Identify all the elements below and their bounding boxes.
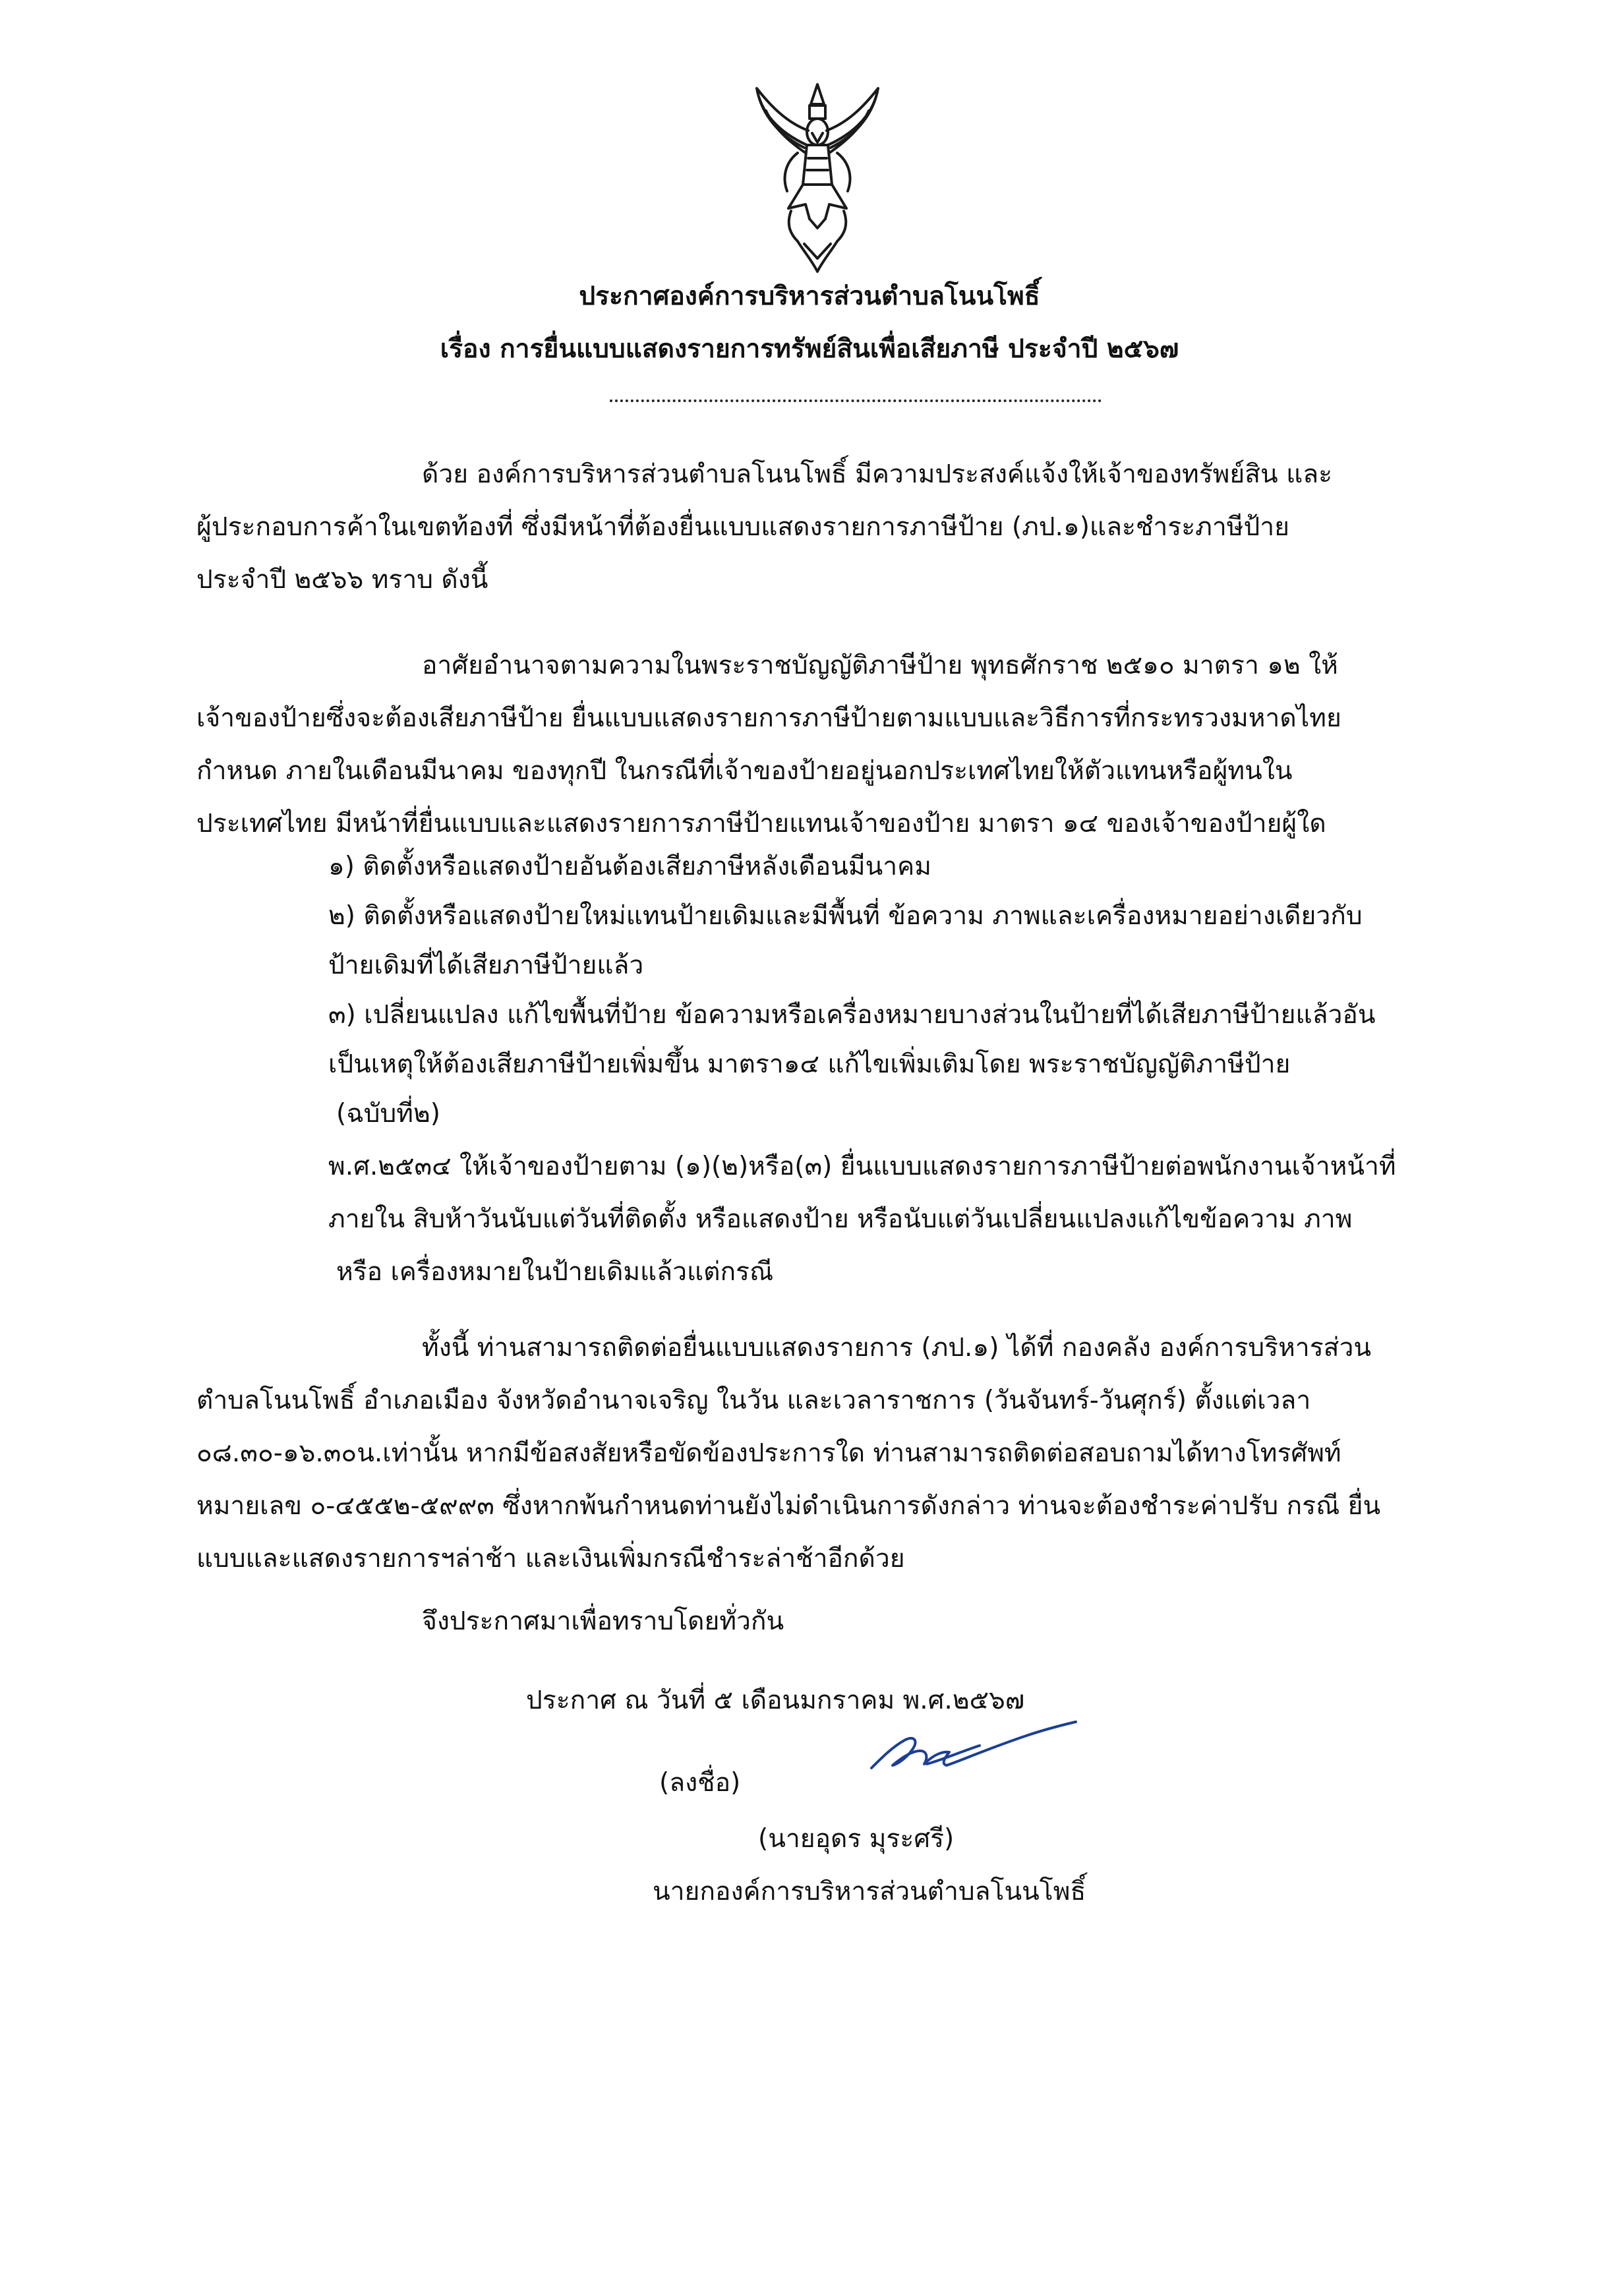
paragraph-1-line: ผู้ประกอบการค้าในเขตท้องที่ ซึ่งมีหน้าที่ต้องยื่นแบบแสดงรายการภาษีป้าย (ภป.๑)และชำระภาษีป้าย: [196, 512, 1289, 542]
paragraph-3-line: หมายเลข ๐-๔๕๕๒-๕๙๙๓ ซึ่งหากพ้นกำหนดท่านยังไม่ดำเนินการดังกล่าว ท่านจะต้องชำระค่าปรับ กรณี ยื่น: [196, 1491, 1381, 1521]
paragraph-2-line: อาศัยอำนาจตามความในพระราชบัญญัติภาษีป้าย พุทธศักราช ๒๕๑๐ มาตรา ๑๒ ให้: [422, 651, 1338, 680]
closing-text: จึงประกาศมาเพื่อทราบโดยทั่วกัน: [422, 1606, 784, 1636]
list-item: ๑) ติดตั้งหรือแสดงป้ายอันต้องเสียภาษีหลังเดือนมีนาคม: [328, 852, 931, 881]
garuda-emblem: [751, 79, 883, 277]
list-item: หรือ เครื่องหมายในป้ายเดิมแล้วแต่กรณี: [336, 1257, 774, 1287]
list-item: เป็นเหตุให้ต้องเสียภาษีป้ายเพิ่มขึ้น มาตรา๑๔ แก้ไขเพิ่มเติมโดย พระราชบัญญัติภาษีป้าย: [328, 1049, 1291, 1079]
signer-name: (นายอุดร มุระศรี): [758, 1824, 955, 1854]
paragraph-2-line: เจ้าของป้ายซึ่งจะต้องเสียภาษีป้าย ยื่นแบบแสดงรายการภาษีป้ายตามแบบและวิธีการที่กระทรวงมหาดไทย: [196, 703, 1341, 733]
list-item: ๓) เปลี่ยนแปลง แก้ไขพื้นที่ป้าย ข้อความหรือเครื่องหมายบางส่วนในป้ายที่ได้เสียภาษีป้ายแล้วอัน: [328, 1000, 1376, 1030]
notice-title: ประกาศองค์การบริหารส่วนตำบลโนนโพธิ์: [579, 281, 1040, 311]
paragraph-1-line: ประจำปี ๒๕๖๖ ทราบ ดังนี้: [196, 565, 488, 595]
paragraph-3-line: ๐๘.๓๐-๑๖.๓๐น.เท่านั้น หากมีข้อสงสัยหรือขัดข้องประการใด ท่านสามารถติดต่อสอบถามได้ทางโทรศัพท์: [196, 1438, 1341, 1468]
paragraph-2-line: กำหนด ภายในเดือนมีนาคม ของทุกปี ในกรณีที่เจ้าของป้ายอยู่นอกประเทศไทยให้ตัวแทนหรือผู้ทนใน: [196, 756, 1293, 786]
list-item: ภายใน สิบห้าวันนับแต่วันที่ติดตั้ง หรือแสดงป้าย หรือนับแต่วันเปลี่ยนแปลงแก้ไขข้อความ ภาพ: [328, 1204, 1353, 1234]
paragraph-3-line: แบบและแสดงรายการฯล่าช้า และเงินเพิ่มกรณีชำระล่าช้าอีกด้วย: [196, 1544, 905, 1574]
list-item: พ.ศ.๒๕๓๔ ให้เจ้าของป้ายตาม (๑)(๒)หรือ(๓) ยื่นแบบแสดงรายการภาษีป้ายต่อพนักงานเจ้าหน้าที่: [328, 1152, 1396, 1181]
paragraph-3-line: ตำบลโนนโพธิ์ อำเภอเมือง จังหวัดอำนาจเจริญ ในวัน และเวลาราชการ (วันจันทร์-วันศุกร์) ตั้งแต่เวลา: [196, 1386, 1311, 1415]
handwritten-signature: [864, 1718, 1081, 1790]
signature-label: (ลงชื่อ): [659, 1768, 741, 1798]
paragraph-2-line: ประเทศไทย มีหน้าที่ยื่นแบบและแสดงรายการภาษีป้ายแทนเจ้าของป้าย มาตรา ๑๔ ของเจ้าของป้ายผู้ใด: [196, 809, 1326, 839]
notice-subject: เรื่อง การยื่นแบบแสดงรายการทรัพย์สินเพื่อเสียภาษี ประจำปี ๒๕๖๗: [440, 334, 1179, 364]
announcement-date: ประกาศ ณ วันที่ ๕ เดือนมกราคม พ.ศ.๒๕๖๗: [526, 1686, 1025, 1715]
title-divider: [610, 399, 1102, 402]
paragraph-3-line: ทั้งนี้ ท่านสามารถติดต่อยื่นแบบแสดงรายการ (ภป.๑) ได้ที่ กองคลัง องค์การบริหารส่วน: [422, 1333, 1372, 1363]
paragraph-1-line: ด้วย องค์การบริหารส่วนตำบลโนนโพธิ์ มีความประสงค์แจ้งให้เจ้าของทรัพย์สิน และ: [422, 459, 1333, 489]
signer-position: นายกองค์การบริหารส่วนตำบลโนนโพธิ์: [653, 1877, 1086, 1906]
list-item: (ฉบับที่๒): [336, 1099, 440, 1129]
list-item: ป้ายเดิมที่ได้เสียภาษีป้ายแล้ว: [328, 951, 644, 980]
list-item: ๒) ติดตั้งหรือแสดงป้ายใหม่แทนป้ายเดิมและมีพื้นที่ ข้อความ ภาพและเครื่องหมายอย่างเดียวกับ: [328, 901, 1363, 931]
